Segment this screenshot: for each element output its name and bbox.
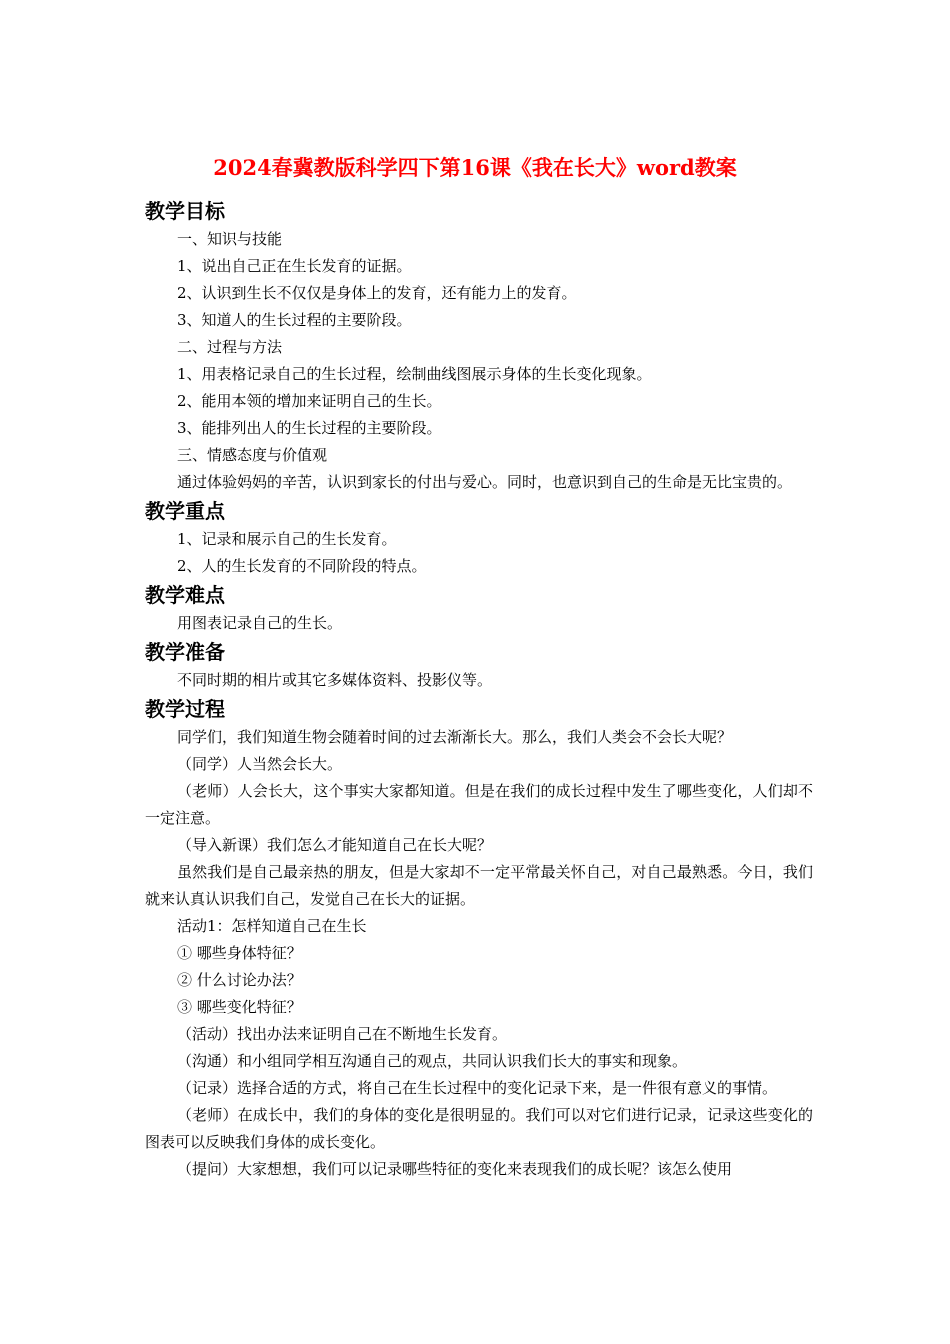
paragraph: 不同时期的相片或其它多媒体资料、投影仪等。: [177, 671, 493, 689]
paragraph: ② 什么讨论办法？: [177, 971, 302, 989]
paragraph: 活动1：怎样知道自己在生长: [177, 917, 367, 935]
paragraph: 用图表记录自己的生长。: [177, 614, 343, 632]
paragraph: 1、用表格记录自己的生长过程，绘制曲线图展示身体的生长变化现象。: [177, 365, 652, 383]
paragraph: 一、知识与技能: [177, 230, 283, 248]
paragraph: 通过体验妈妈的辛苦，认识到家长的付出与爱心。同时，也意识到自己的生命是无比宝贵的。: [177, 473, 793, 491]
paragraph: 3、知道人的生长过程的主要阶段。: [177, 311, 412, 329]
paragraph: ① 哪些身体特征？: [177, 944, 302, 962]
paragraph: （老师）在成长中，我们的身体的变化是很明显的。我们可以对它们进行记录，记录这些变化的图表可以反映我们身体的成长变化。: [145, 1106, 813, 1151]
document-body: [145, 196, 813, 1183]
paragraph: （活动）找出办法来证明自己在不断地生长发育。: [177, 1025, 508, 1043]
paragraph: 1、说出自己正在生长发育的证据。: [177, 257, 412, 275]
section-heading-difficulties: 教学难点: [145, 583, 225, 607]
paragraph: （沟通）和小组同学相互沟通自己的观点，共同认识我们长大的事实和现象。: [177, 1052, 688, 1070]
paragraph: 2、认识到生长不仅仅是身体上的发育，还有能力上的发育。: [177, 284, 577, 302]
paragraph: 1、记录和展示自己的生长发育。: [177, 530, 397, 548]
paragraph: （导入新课）我们怎么才能知道自己在长大呢？: [177, 836, 493, 854]
section-heading-objectives: 教学目标: [145, 199, 225, 223]
paragraph: 虽然我们是自己最亲热的朋友，但是大家却不一定平常最关怀自己，对自己最熟悉。今日，我们就来认真认识我们自己，发觉自己在长大的证据。: [145, 863, 813, 908]
section-heading-key-points: 教学重点: [145, 499, 225, 523]
document-title: 2024春冀教版科学四下第16课《我在长大》word教案: [213, 155, 737, 180]
paragraph: ③ 哪些变化特征？: [177, 998, 302, 1016]
paragraph: （提问）大家想想，我们可以记录哪些特征的变化来表现我们的成长呢？该怎么使用: [177, 1160, 733, 1178]
section-heading-preparation: 教学准备: [145, 640, 225, 664]
paragraph: 2、人的生长发育的不同阶段的特点。: [177, 557, 427, 575]
paragraph: 二、过程与方法: [177, 338, 283, 356]
paragraph: （老师）人会长大，这个事实大家都知道。但是在我们的成长过程中发生了哪些变化，人们却不一定注意。: [145, 782, 813, 827]
paragraph: （记录）选择合适的方式，将自己在生长过程中的变化记录下来，是一件很有意义的事情。: [177, 1079, 778, 1097]
paragraph: 同学们，我们知道生物会随着时间的过去渐渐长大。那么，我们人类会不会长大呢？: [177, 728, 733, 746]
section-heading-process: 教学过程: [145, 697, 225, 721]
paragraph: 三、情感态度与价值观: [177, 446, 328, 464]
paragraph: （同学）人当然会长大。: [177, 755, 343, 773]
paragraph: 2、能用本领的增加来证明自己的生长。: [177, 392, 442, 410]
paragraph: 3、能排列出人的生长过程的主要阶段。: [177, 419, 442, 437]
